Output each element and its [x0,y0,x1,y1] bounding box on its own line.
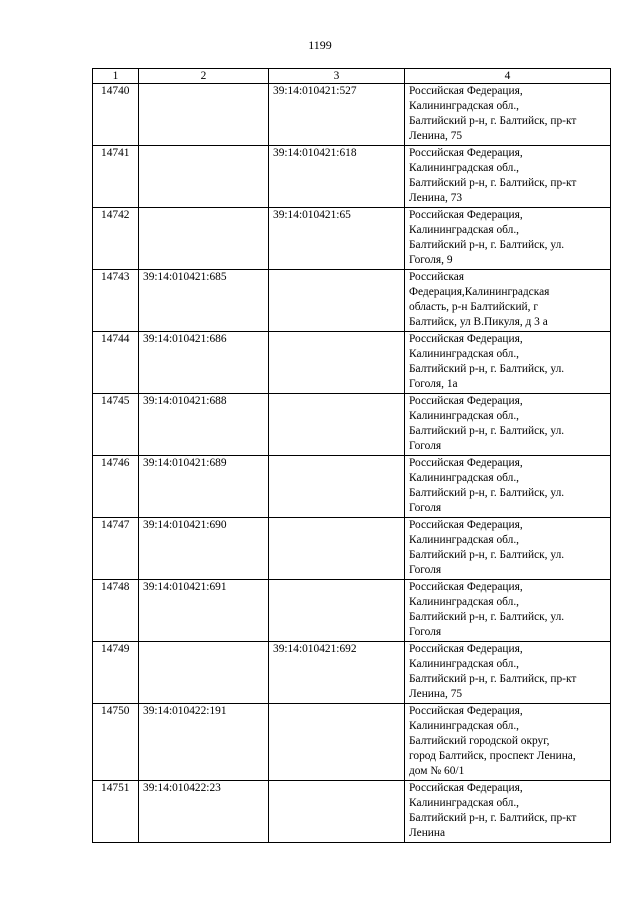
address: Российская Федерация, Калининградская обл., Балтийский р-н, г. Балтийск, пр-кт Ленина, 75 [405,642,611,704]
cadastral-number-3: 39:14:010421:527 [269,84,405,146]
cadastral-number-3 [269,270,405,332]
table-row [93,332,611,394]
table-header-row [93,69,611,84]
cadastral-number-2: 39:14:010421:690 [139,518,269,580]
table-row [93,146,611,208]
cadastral-number-2: 39:14:010421:689 [139,456,269,518]
row-number: 14747 [93,518,139,580]
row-number: 14745 [93,394,139,456]
table-row [93,84,611,146]
address: Российская Федерация, Калининградская обл., Балтийский р-н, г. Балтийск, пр-кт Ленина, 75 [405,84,611,146]
row-number: 14742 [93,208,139,270]
cadastral-number-3 [269,781,405,843]
address: Российская Федерация, Калининградская обл., Балтийский р-н, г. Балтийск, ул. Гоголя [405,394,611,456]
table-row [93,208,611,270]
address: Российская Федерация, Калининградская обл., Балтийский р-н, г. Балтийск, пр-кт Ленина [405,781,611,843]
address: Российская Федерация, Калининградская обл., Балтийский р-н, г. Балтийск, ул. Гоголя [405,518,611,580]
address: Российская Федерация, Калининградская обл., Балтийский р-н, г. Балтийск, ул. Гоголя [405,580,611,642]
page-number: 1199 [308,38,332,52]
row-number: 14750 [93,704,139,781]
cadastral-number-2: 39:14:010422:23 [139,781,269,843]
cadastral-number-3: 39:14:010421:692 [269,642,405,704]
column-header-4: 4 [405,69,611,84]
cadastral-number-3 [269,332,405,394]
column-header-3: 3 [269,69,405,84]
cadastral-number-3 [269,456,405,518]
row-number: 14741 [93,146,139,208]
cadastral-number-2: 39:14:010421:691 [139,580,269,642]
cadastral-number-2 [139,642,269,704]
table-row [93,518,611,580]
cadastral-number-2: 39:14:010421:686 [139,332,269,394]
table-row [93,642,611,704]
row-number: 14744 [93,332,139,394]
cadastral-number-2 [139,208,269,270]
row-number: 14746 [93,456,139,518]
cadastral-number-3 [269,704,405,781]
table-row [93,394,611,456]
row-number: 14751 [93,781,139,843]
cadastral-number-2: 39:14:010422:191 [139,704,269,781]
registry-table [92,68,611,843]
cadastral-number-2: 39:14:010421:685 [139,270,269,332]
cadastral-number-3 [269,580,405,642]
table-row [93,704,611,781]
row-number: 14748 [93,580,139,642]
cadastral-number-2 [139,84,269,146]
address: Российская Федерация, Калининградская обл., Балтийский р-н, г. Балтийск, ул. Гоголя, 1а [405,332,611,394]
address: Российская Федерация,Калининградская область, р-н Балтийский, г Балтийск, ул В.Пикуля, д 3 а [405,270,611,332]
cadastral-number-2 [139,146,269,208]
table-row [93,580,611,642]
row-number: 14740 [93,84,139,146]
cadastral-number-3 [269,518,405,580]
table-row [93,456,611,518]
table-row [93,781,611,843]
row-number: 14743 [93,270,139,332]
address: Российская Федерация, Калининградская обл., Балтийский р-н, г. Балтийск, ул. Гоголя [405,456,611,518]
cadastral-number-3: 39:14:010421:618 [269,146,405,208]
cadastral-number-2: 39:14:010421:688 [139,394,269,456]
address: Российская Федерация, Калининградская обл., Балтийский р-н, г. Балтийск, ул. Гоголя, 9 [405,208,611,270]
address: Российская Федерация, Калининградская обл., Балтийский р-н, г. Балтийск, пр-кт Ленина, 73 [405,146,611,208]
column-header-1: 1 [93,69,139,84]
cadastral-number-3: 39:14:010421:65 [269,208,405,270]
table-row [93,270,611,332]
address: Российская Федерация, Калининградская обл., Балтийский городской округ, город Балтийск, проспект Ленина, дом № 60/1 [405,704,611,781]
cadastral-number-3 [269,394,405,456]
column-header-2: 2 [139,69,269,84]
row-number: 14749 [93,642,139,704]
